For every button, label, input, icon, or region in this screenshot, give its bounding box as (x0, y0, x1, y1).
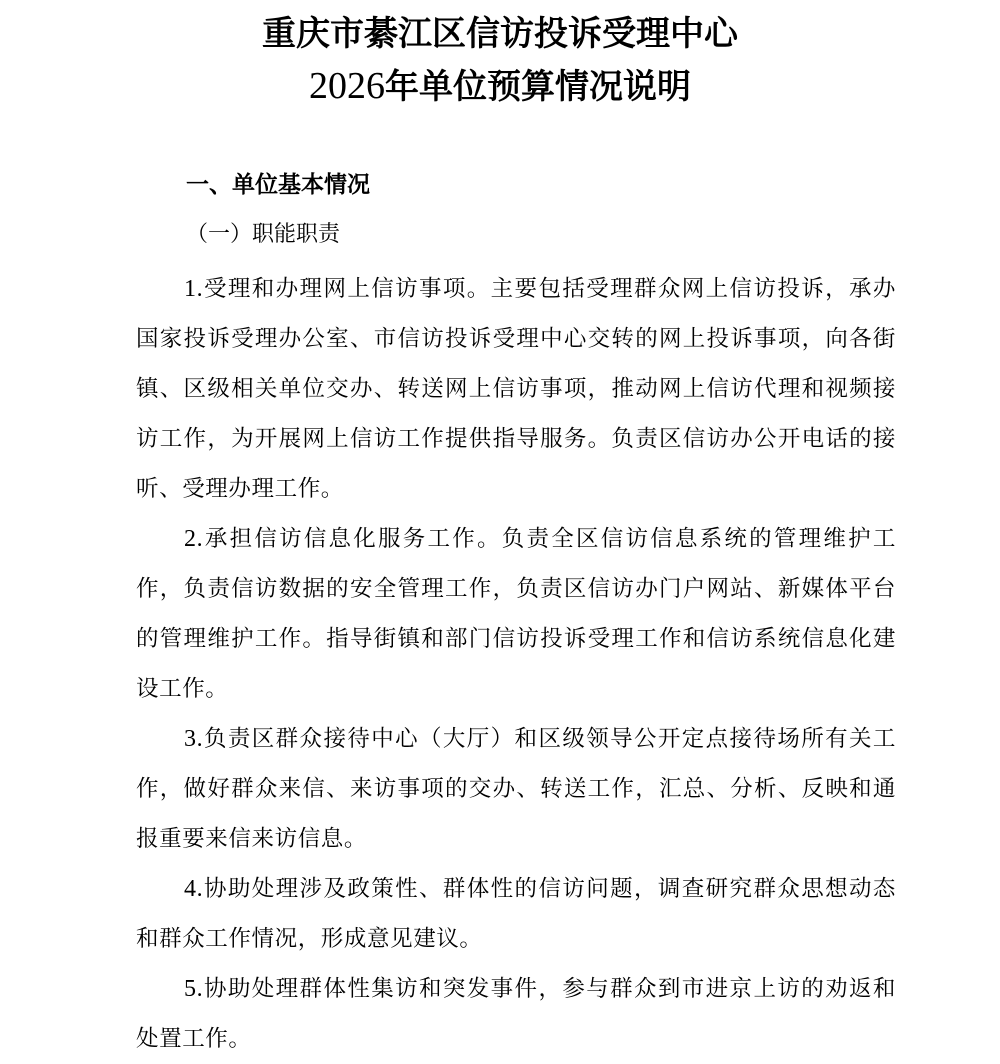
title-line-2-text: 年单位预算情况说明 (385, 67, 691, 107)
duty-number: 2. (184, 526, 204, 552)
section-heading-basic-info: 一、单位基本情况 (186, 172, 370, 198)
title-year: 2026 (309, 65, 385, 107)
duty-text: 协助处理群体性集访和突发事件，参与群众到市进京上访的劝返和处置工作。 (136, 976, 896, 1052)
duty-text: 负责区群众接待中心（大厅）和区级领导公开定点接待场所有关工作，做好群众来信、来访事项的交办、转送工作，汇总、分析、反映和通报重要来信来访信息。 (136, 726, 896, 852)
duty-item-4 (136, 864, 896, 964)
duty-item-5 (136, 964, 896, 1064)
title-line-1: 重庆市綦江区信访投诉受理中心 (262, 14, 738, 54)
duty-number: 1. (184, 276, 204, 302)
title-line-2 (0, 60, 1000, 113)
duty-item-3 (136, 714, 896, 864)
subsection-heading-duties: （一）职能职责 (186, 222, 341, 247)
duty-text: 协助处理涉及政策性、群体性的信访问题，调查研究群众思想动态和群众工作情况，形成意见建议。 (136, 876, 896, 952)
duty-number: 3. (184, 726, 204, 752)
duty-text: 承担信访信息化服务工作。负责全区信访信息系统的管理维护工作，负责信访数据的安全管理工作，负责区信访办门户网站、新媒体平台的管理维护工作。指导街镇和部门信访投诉受理工作和信访系统信息化建设工作。 (136, 526, 896, 702)
duty-item-2 (136, 514, 896, 714)
duty-number: 5. (184, 976, 204, 1002)
duty-item-1 (136, 264, 896, 514)
document-title (0, 8, 1000, 113)
duties-list (136, 264, 896, 1064)
duty-number: 4. (184, 876, 204, 902)
duty-text: 受理和办理网上信访事项。主要包括受理群众网上信访投诉，承办国家投诉受理办公室、市信访投诉受理中心交转的网上投诉事项，向各街镇、区级相关单位交办、转送网上信访事项，推动网上信访代理和视频接访工作，为开展网上信访工作提供指导服务。负责区信访办公开电话的接听、受理办理工作。 (136, 276, 896, 502)
